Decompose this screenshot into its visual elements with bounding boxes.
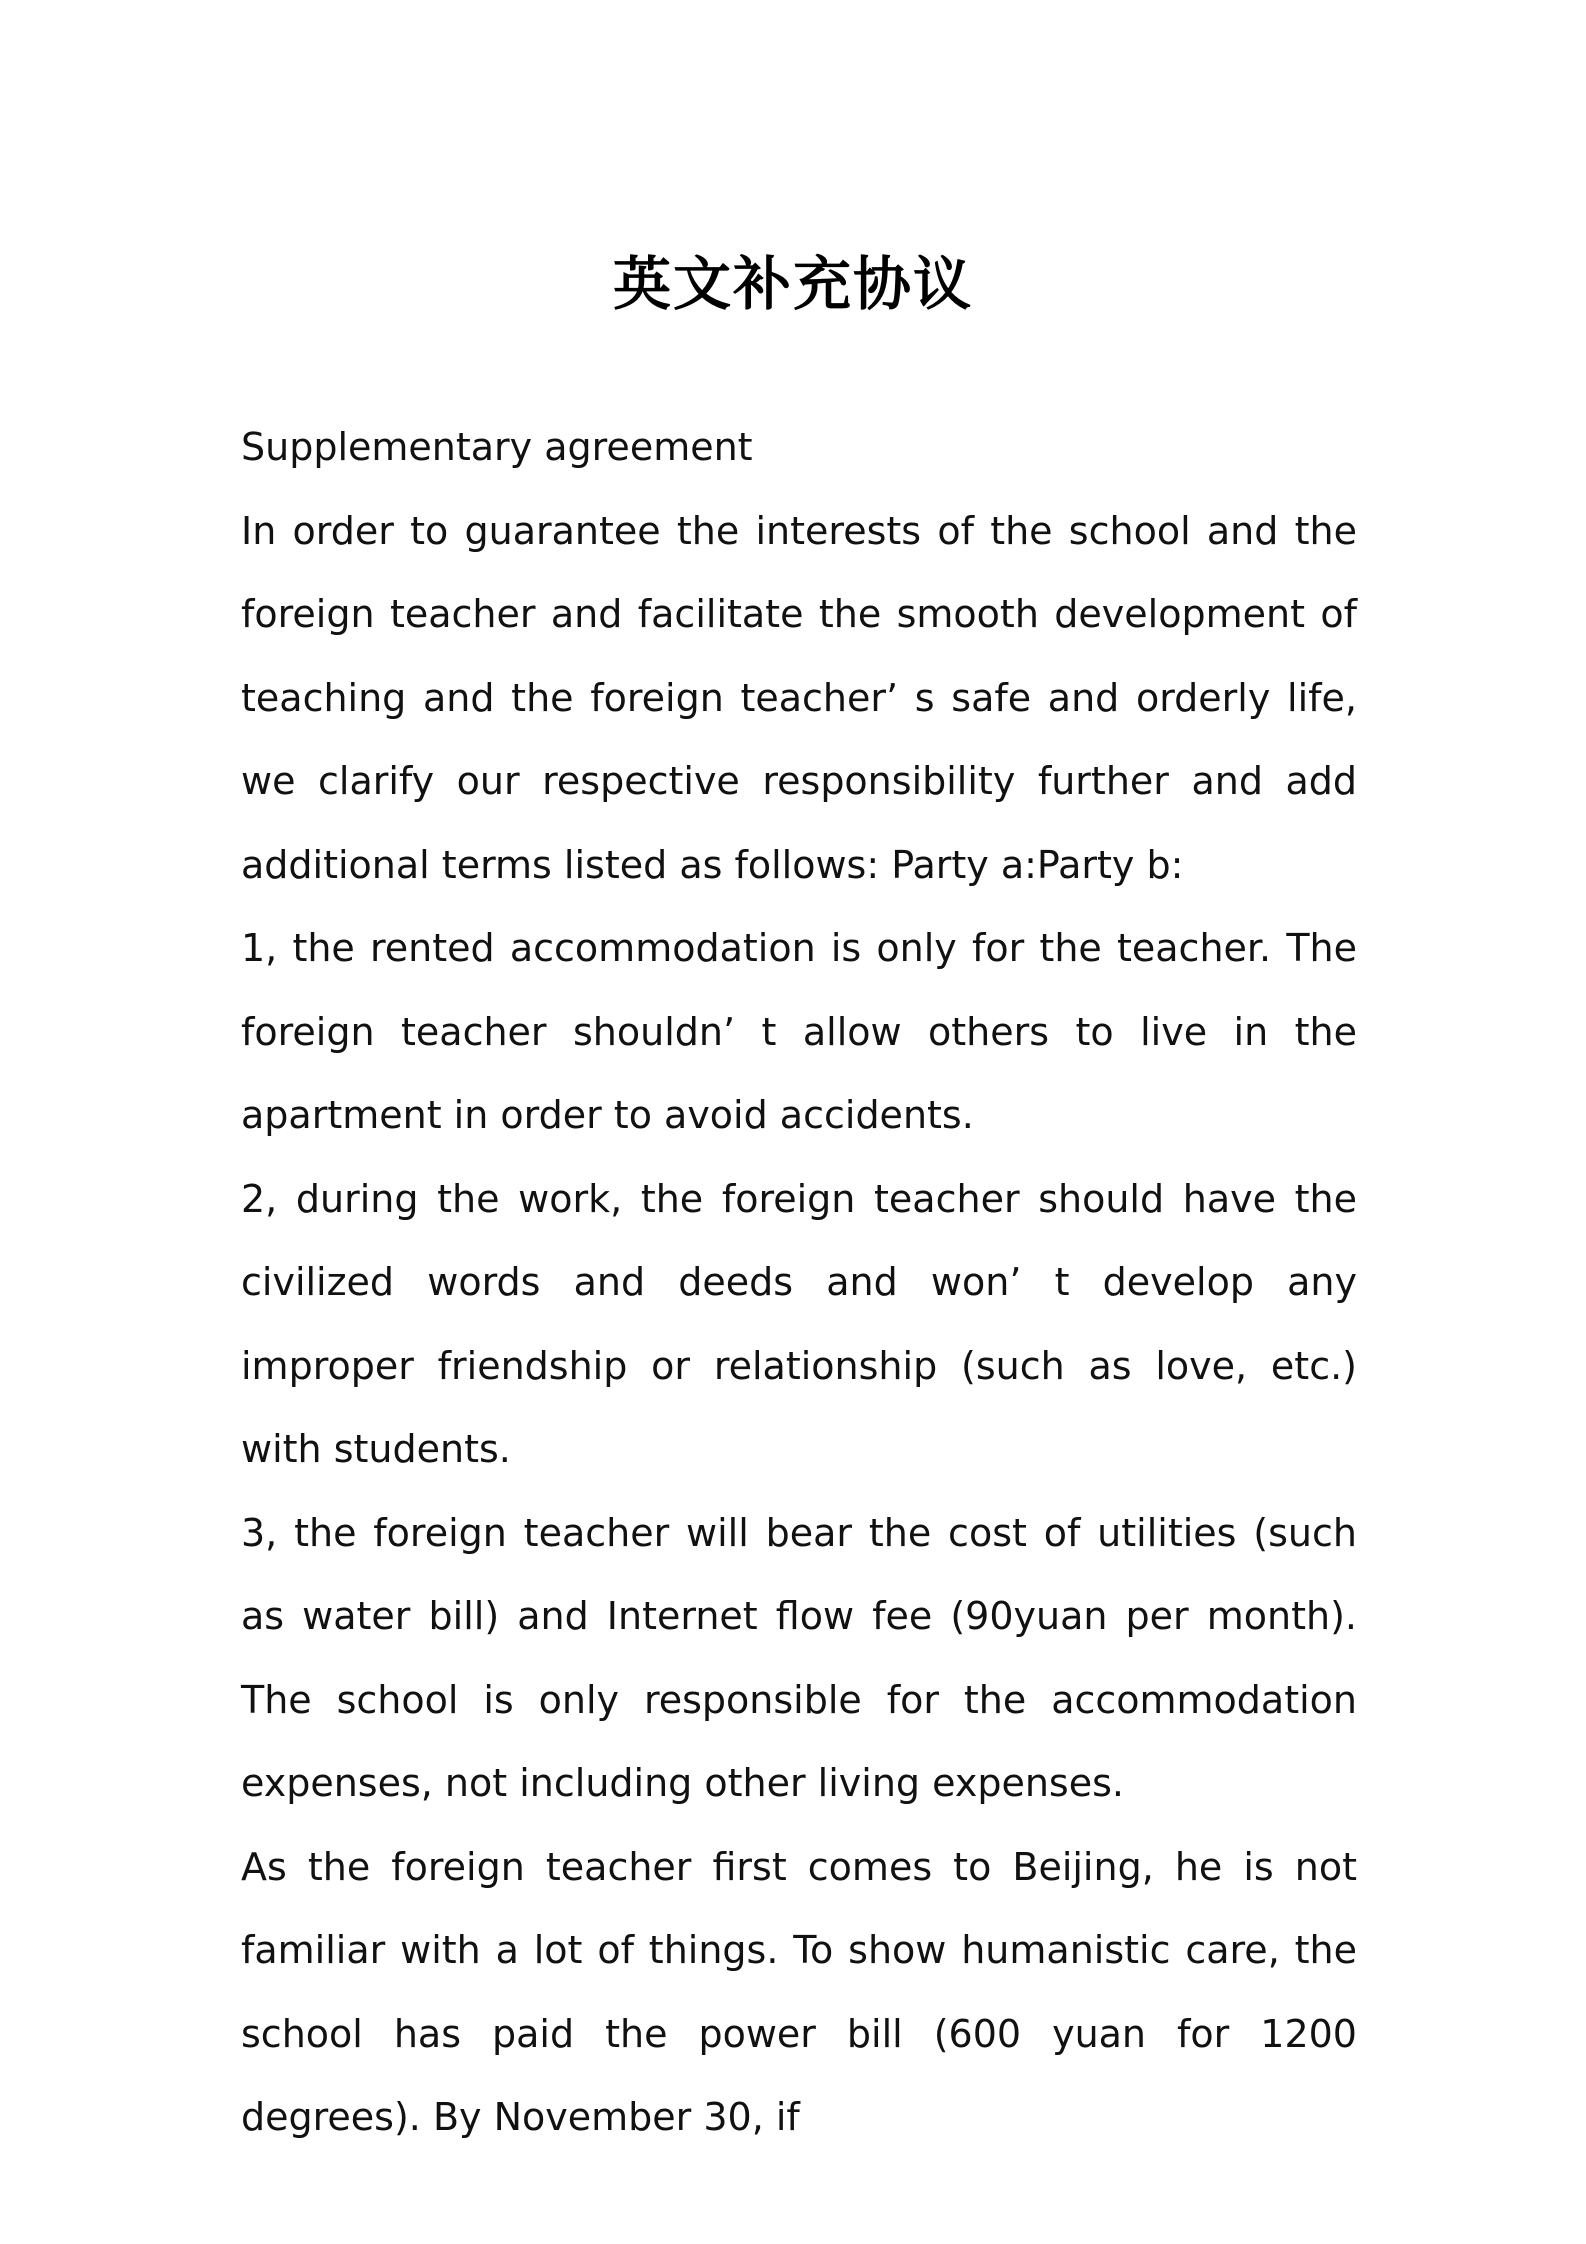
clause-2-paragraph: 2, during the work, the foreign teacher should have the civilized words and deeds and won’ t develop any improper friendship or relationship (such as love, etc.) with students. [241,1176,1357,1471]
clause-3-paragraph: 3, the foreign teacher will bear the cost of utilities (such as water bill) and Internet flow fee (90yuan per month). The school is only responsible for the accommodation expenses, not including other living expenses. [241,1510,1357,1805]
agreement-heading: Supplementary agreement [241,425,753,469]
closing-paragraph: As the foreign teacher first comes to Beijing, he is not familiar with a lot of things. To show humanistic care, the school has paid the power bill (600 yuan for 1200 degrees). By November 30, if [241,1844,1357,2139]
document-title: 英文补充协议 [612,249,973,318]
document-body [241,406,1357,2160]
clause-1-paragraph: 1, the rented accommodation is only for the teacher. The foreign teacher shouldn’ t allow others to live in the apartment in order to avoid accidents. [241,926,1357,1137]
intro-paragraph: In order to guarantee the interests of the school and the foreign teacher and facilitate the smooth development of teaching and the foreign teacher’ s safe and orderly life, we clarify our respective responsibility further and add additional terms listed as follows: Party a:Party b: [241,508,1357,887]
